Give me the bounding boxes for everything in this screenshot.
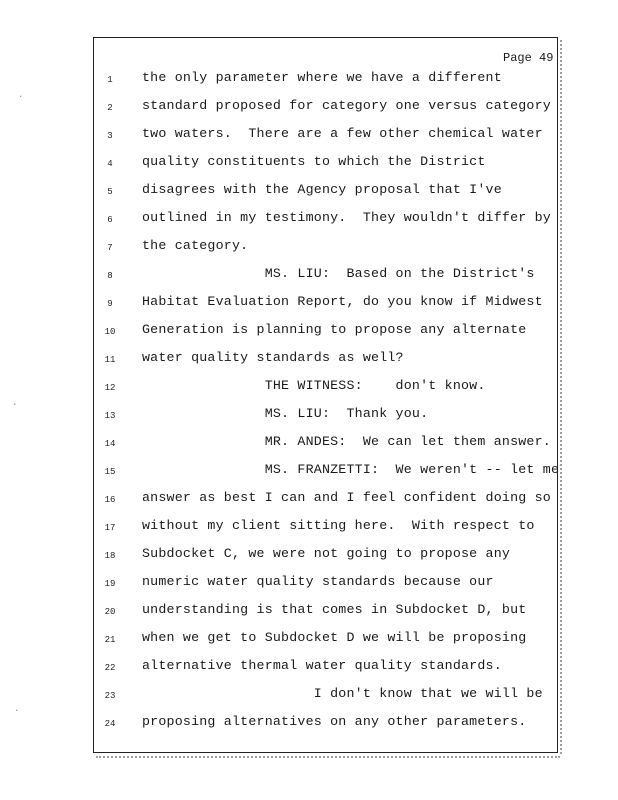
line-number: 2 [107, 103, 113, 113]
transcript-line [0, 70, 618, 90]
scan-speck-2: · [12, 400, 18, 410]
transcript-line [0, 658, 618, 678]
line-number: 15 [104, 467, 116, 477]
transcript-line [0, 322, 618, 342]
transcript-line [0, 462, 618, 482]
line-text: MR. ANDES: We can let them answer. [142, 434, 551, 449]
line-number: 13 [104, 411, 116, 421]
line-text: standard proposed for category one versus category [142, 98, 551, 113]
transcript-line [0, 350, 618, 370]
line-text: MS. LIU: Based on the District's [142, 266, 535, 281]
line-number: 11 [104, 355, 116, 365]
line-number: 8 [107, 271, 113, 281]
transcript-line [0, 406, 618, 426]
line-number: 23 [104, 691, 116, 701]
line-number: 14 [104, 439, 116, 449]
bottom-edge-scan-dots [96, 756, 560, 760]
scan-speck-1: · [18, 92, 24, 102]
transcript-line [0, 126, 618, 146]
scan-speck-3: · [14, 706, 20, 716]
line-number: 4 [107, 159, 113, 169]
line-text: answer as best I can and I feel confident doing so [142, 490, 551, 505]
transcript-line [0, 266, 618, 286]
line-number: 12 [104, 383, 116, 393]
transcript-line [0, 574, 618, 594]
line-text: Generation is planning to propose any alternate [142, 322, 527, 337]
transcript-line [0, 154, 618, 174]
line-number: 16 [104, 495, 116, 505]
line-text: when we get to Subdocket D we will be proposing [142, 630, 527, 645]
line-number: 18 [104, 551, 116, 561]
line-number: 7 [107, 243, 113, 253]
transcript-line [0, 686, 618, 706]
line-number: 20 [104, 607, 116, 617]
line-text: MS. LIU: Thank you. [142, 406, 429, 421]
line-text: I don't know that we will be [142, 686, 543, 701]
line-text: the category. [142, 238, 249, 253]
line-text: the only parameter where we have a different [142, 70, 502, 85]
transcript-line [0, 630, 618, 650]
line-text: MS. FRANZETTI: We weren't -- let me [142, 462, 560, 477]
line-text: understanding is that comes in Subdocket D, but [142, 602, 527, 617]
line-text: disagrees with the Agency proposal that I've [142, 182, 502, 197]
line-number: 9 [107, 299, 113, 309]
line-number: 24 [104, 719, 116, 729]
transcript-line [0, 210, 618, 230]
line-number: 17 [104, 523, 116, 533]
transcript-line [0, 518, 618, 538]
transcript-line [0, 546, 618, 566]
transcript-line [0, 378, 618, 398]
line-number: 10 [104, 327, 116, 337]
line-text: Habitat Evaluation Report, do you know if Midwest [142, 294, 543, 309]
line-text: without my client sitting here. With respect to [142, 518, 535, 533]
line-number: 1 [107, 75, 113, 85]
transcript-line [0, 602, 618, 622]
transcript-line [0, 182, 618, 202]
transcript-line [0, 238, 618, 258]
transcript-line [0, 434, 618, 454]
transcript-line [0, 714, 618, 734]
line-number: 5 [107, 187, 113, 197]
line-number: 19 [104, 579, 116, 589]
line-number: 6 [107, 215, 113, 225]
line-text: alternative thermal water quality standards. [142, 658, 502, 673]
transcript-line [0, 490, 618, 510]
line-number: 3 [107, 131, 113, 141]
line-text: numeric water quality standards because our [142, 574, 494, 589]
line-text: outlined in my testimony. They wouldn't differ by [142, 210, 551, 225]
line-number: 21 [104, 635, 116, 645]
line-text: proposing alternatives on any other parameters. [142, 714, 527, 729]
transcript-line [0, 98, 618, 118]
page-number: Page 49 [503, 51, 554, 65]
line-text: THE WITNESS: don't know. [142, 378, 486, 393]
line-text: Subdocket C, we were not going to propose any [142, 546, 511, 561]
line-number: 22 [104, 663, 116, 673]
line-text: quality constituents to which the District [142, 154, 486, 169]
transcript-line [0, 294, 618, 314]
line-text: two waters. There are a few other chemical water [142, 126, 543, 141]
line-text: water quality standards as well? [142, 350, 404, 365]
